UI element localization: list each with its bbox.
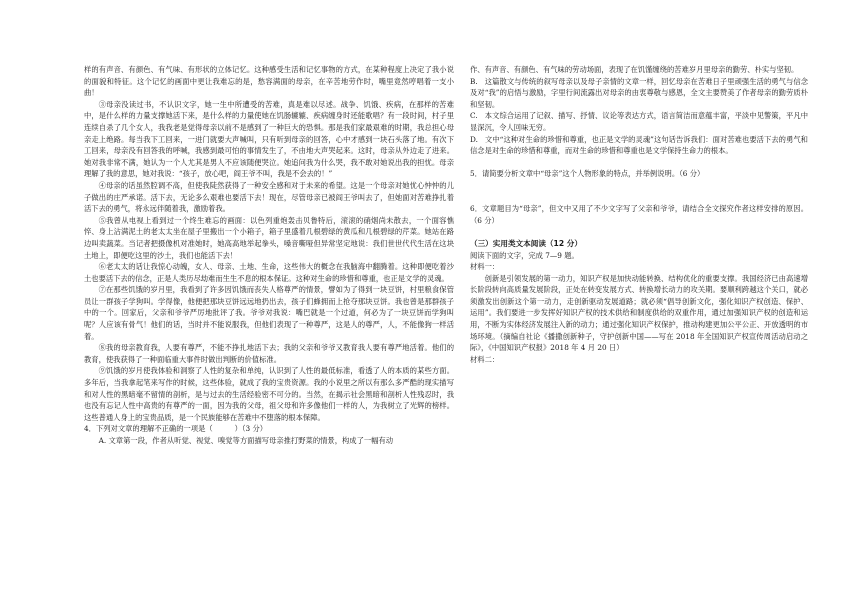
option-a-continued: 作、有声音、有颜色、有气味的劳动场面，表现了在饥馑缠绕的苦难岁月里母亲的勤劳、朴实与坚韧。 <box>470 65 799 74</box>
option-b-label: B. <box>470 76 478 86</box>
question-5: 5．请简要分析文章中“母亲”这个人物形象的特点，并举例说明。（6 分） <box>470 169 705 179</box>
section-title: （三）实用类文本阅读（12 分） <box>470 238 582 248</box>
question-4-option-a <box>84 435 454 447</box>
option-c-text: 本文综合运用了记叙、描写、抒情、议论等表达方式，语言简洁而意蕴丰富，平淡中见警策，平凡中显深沉，令人回味无穷。 <box>470 111 808 132</box>
passage-paragraph-cont: 样的有声音、有颜色、有气味、有形状的立体记忆。这种感受生活和记忆事物的方式，在某种程度上决定了我小说的面貌和特征。这个记忆的画面中更让我难忘的是，愁容满面的母亲，在辛苦地劳作时，嘴里竟然哼唱着一支小曲！ <box>84 65 454 98</box>
material-1-text: 创新是引领发展的第一动力，知识产权是加快动能转换、结构优化的重要支撑。我国经济已由高速增长阶段转向高质量发展阶段，正处在转变发展方式、转换增长动力的攻关期。要顺利跨越这个关口，就必须激发出创新这个第一动力，走创新驱动发展道路；就必须“倡导创新文化，强化知识产权创造、保护、运用”。我们要进一步发挥好知识产权的技术供给和制度供给的双重作用，通过加强知识产权的创造和运用，不断为实体经济发展注入新的动力；通过强化知识产权保护，推动构建更加公平公正、开放透明的市场环境。（摘编自社论《播撒创新种子，守护创新中国——写在 2018 年全国知识产权宣传周活动启动之际》，《中国知识产权报》2018 年 4 月 20 日） <box>470 273 808 353</box>
spacer <box>470 192 808 204</box>
option-d-text: 文中“这种对生命的珍惜和尊重，也正是文学的灵魂”这句话告诉我们：面对苦难也要活下去的勇气和信念是对生命的珍惜和尊重，而对生命的珍惜和尊重也是文学保持生命力的根本。 <box>470 134 808 156</box>
option-a-label: A. <box>98 436 107 445</box>
passage-paragraph-3: ③母亲没读过书，不认识文字，她一生中所遭受的苦难，真是难以尽述。战争、饥饿、疾病，在那样的苦难中，是什么样的力量支撑她活下来，是什么样的力量使她在饥肠辘辘、疾病缠身时还能歌唱？有一段时间，村子里连续自杀了几个女人，我我老是觉得母亲以前不是感到了一种巨大的恐惧。那是我们家最艰难的时期，我总担心母亲走上绝路。每当我下工回来，一进门就要大声喊叫，只有听到母亲的回答，心中才感到一块石头落了地。有次下工回来，母亲没有回答我的呼喊，我感到最可怕的事情发生了，不由地大声哭起来。这时，母亲从外边走了进来。她对我非常不满，她认为一个人尤其是男人不应该随便哭泣。她追问我为什么哭，我不敢对她说出我的担忧。母亲理解了我的意思，她对我说：“孩子，放心吧，阎王爷不叫，我是不会去的！” <box>84 99 454 179</box>
spacer <box>470 180 808 192</box>
passage-paragraph-6: ⑥老太太的话让我惊心动魄，女人、母亲、土地、生命，这些伟大的概念在我脑海中翻腾着。这种即便吃着沙土也要活下去的信念，正是人类历尽劫难而生生不息的根本保证。这种对生命的珍惜和尊重，也正是文学的灵魂。 <box>84 262 454 283</box>
question-6: 6．文章题目为“母亲”，但文中又用了不少文字写了父亲和爷爷，请结合全文探究作者这样安排的原因。（6 分） <box>470 204 808 225</box>
right-column <box>470 64 808 365</box>
section-instruction: 阅读下面的文字，完成 7—9 题。 <box>470 250 579 260</box>
question-4-stem: 4．下列对文章的理解不正确的一项是（ ）（3 分） <box>84 424 268 434</box>
material-2-label: 材料二： <box>470 354 500 364</box>
passage-paragraph-8: ⑧我的母亲教育我，人要有尊严，不能不挣扎地活下去；我的父亲和爷爷又教育我人要有尊严地活着。他们的教育，使我获得了一种面临重大事件时做出判断的价值标准。 <box>84 343 454 364</box>
spacer <box>470 226 808 238</box>
passage-paragraph-5: ⑤我曾从电视上看到过一个终生难忘的画面：以色列重炮轰击贝鲁特后，滚滚的硝烟尚未散去，一个面容憔悴、身上沾满泥土的老太太坐在屋子里搬出一个小箱子，箱子里盛着几根碧绿的黄瓜和几根碧绿的芹菜。她站在路边叫卖蔬菜。当记者把摄像机对准她时，她高高地举起拳头，嗓音嘶哑但异常坚定地说：我们世世代代生活在这块土地上，即便吃这里的沙土，我们也能活下去！ <box>84 215 454 260</box>
question-4-option-c <box>470 110 808 133</box>
spacer <box>470 157 808 169</box>
option-a-text: 文章第一段，作者从听觉、视觉、嗅觉等方面描写母亲推打野菜的情景，构成了一幅有动 <box>108 436 394 445</box>
question-4-option-d <box>470 134 808 157</box>
passage-paragraph-9: ⑨饥饿的岁月使我体验和洞察了人性的复杂和单纯，认识到了人性的最低标准，看透了人的本质的某些方面。多年后，当我拿起笔来写作的时候，这些体验，就成了我的宝贵资源。我的小说里之所以有那么多严酷的现实描写和对人性的黑暗毫不留情的剖析，是与过去的生活经验密不可分的。当然，在揭示社会黑暗和剖析人性残忍时，我也没有忘记人性中高贵的有尊严的一面，因为我的父母，祖父母和许多像他们一样的人，为我树立了光辉的榜样。这些普通人身上的宝贵品质，是一个民族能够在苦难中不堕落的根本保障。 <box>84 366 454 422</box>
left-column <box>84 64 454 447</box>
option-c-label: C. <box>470 111 478 121</box>
passage-paragraph-7: ⑦在那些饥饿的岁月里，我看到了许多因饥饿而丧失人格尊严的情景，譬如为了得到一块豆饼，村里粮食保管员让一群孩子学狗叫。学得像，他便把那块豆饼远远地扔出去，孩子们蜂拥而上抢夺那块豆饼。我也曾是那群孩子中的一个。回家后，父亲和爷爷严厉地批评了我。爷爷对我说：嘴巴就是一个过道，何必为了一块豆饼而学狗叫呢？人应该有骨气！他们的话，当时并不能说服我，但他们表现了一种尊严，这是人的尊严，人，不能像狗一样活着。 <box>84 285 454 341</box>
material-1-label: 材料一： <box>470 262 500 272</box>
option-b-text: 这篇散文与传统的叙写母亲以及母子亲情的文章一样，回忆母亲在苦难日子里顽强生活的勇气与信念及对“我”的启悟与激励，字里行间流露出对母亲的由衷尊敬与感恩，全文主要赞美了作者母亲的勤劳质朴和坚韧。 <box>470 76 808 109</box>
option-d-label: D. <box>470 134 478 144</box>
question-4-option-b <box>470 76 808 111</box>
passage-paragraph-4: ④母亲的话虽然腔调不高，但使我陡然获得了一种安全感和对于未来的希望。这是一个母亲对她忧心忡忡的儿子做出的庄严承诺。活下去，无论多么艰难也要活下去！现在，尽管母亲已被阎王爷叫去了，但她面对苦难挣扎着活下去的勇气，将永远伴随着我，激励着我。 <box>84 180 454 214</box>
